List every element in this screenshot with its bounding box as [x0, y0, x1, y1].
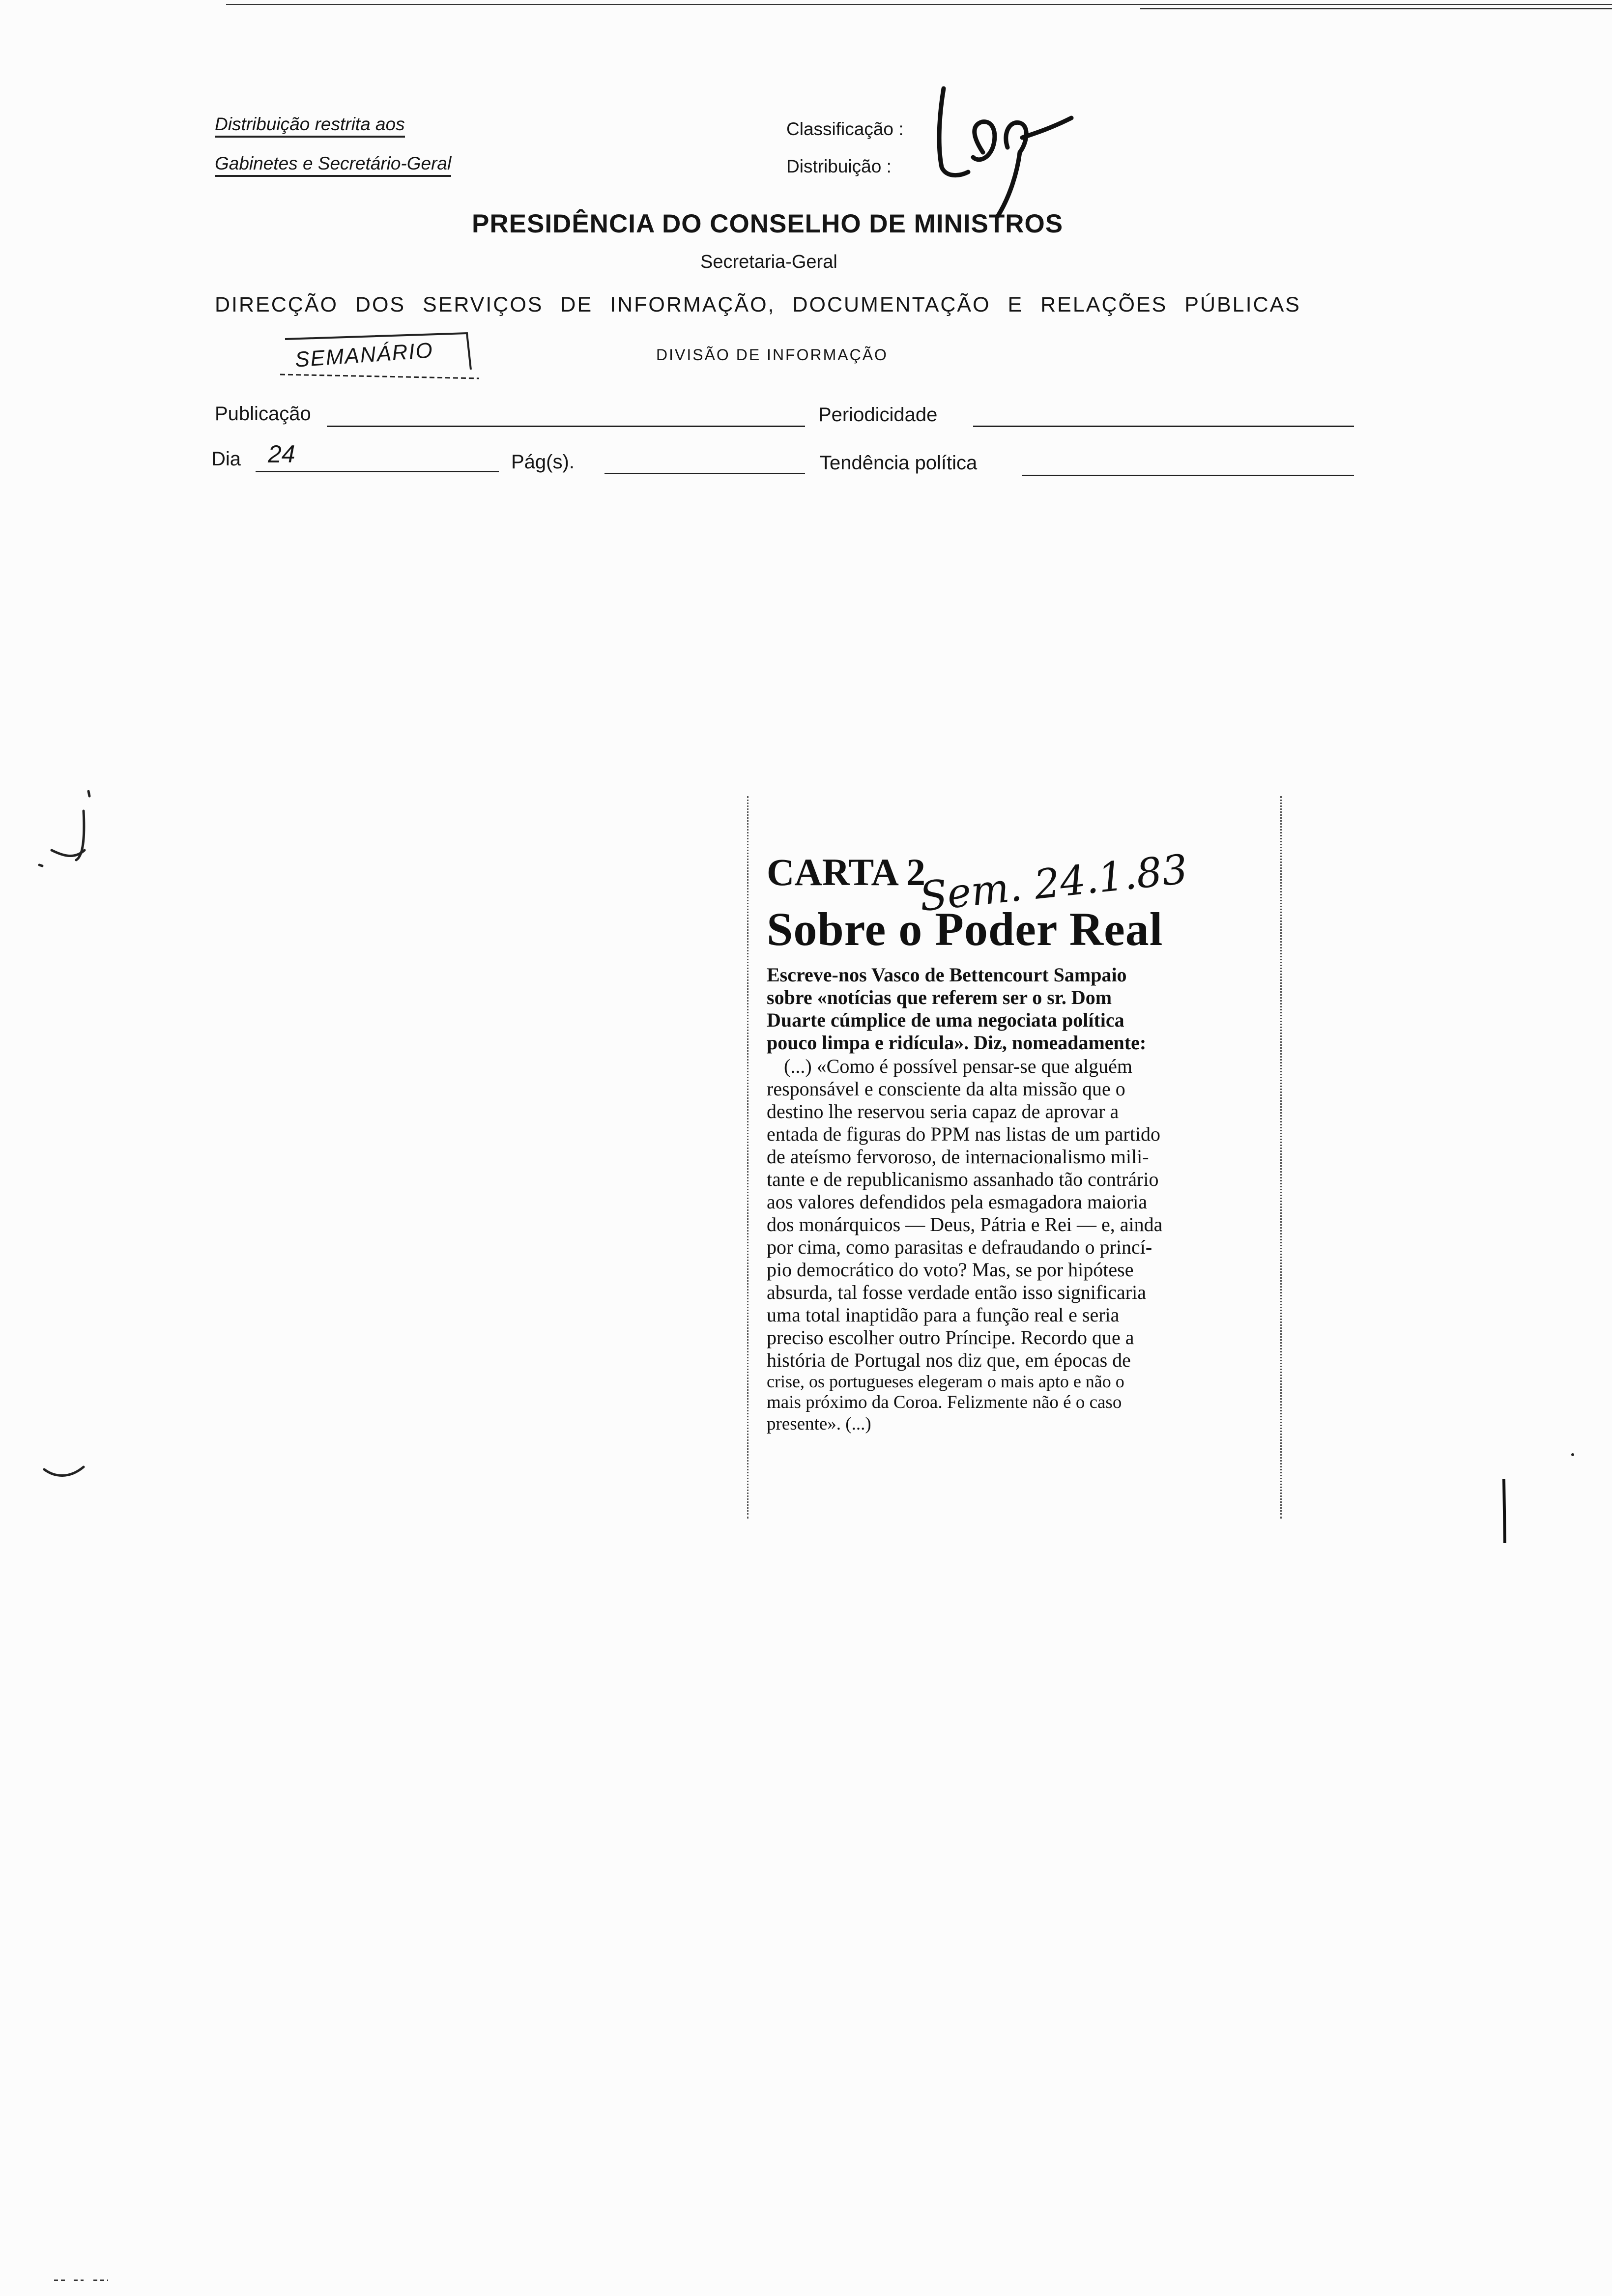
clipping-heading: CARTA 2: [767, 851, 926, 893]
body-line: entada de figuras do PPM nas listas de um partido: [767, 1123, 1160, 1145]
tendencia-label: Tendência política: [820, 452, 978, 474]
scan-edge-line-2: [1140, 8, 1612, 9]
dia-label: Dia: [211, 448, 241, 470]
newspaper-clipping: [747, 796, 1283, 1519]
intro-line: Duarte cúmplice de uma negociata política: [767, 1009, 1124, 1031]
periodicidade-line: [973, 426, 1354, 427]
clipping-left-edge: [747, 796, 748, 1519]
body-line: mais próximo da Coroa. Felizmente não é o caso: [767, 1392, 1122, 1412]
intro-line: Escreve-nos Vasco de Bettencourt Sampaio: [767, 964, 1127, 986]
body-line: de ateísmo fervoroso, de internacionalismo mili-: [767, 1146, 1149, 1168]
intro-line: sobre «notícias que referem ser o sr. Dom: [767, 986, 1112, 1008]
scan-bottom-mark: [54, 2275, 113, 2285]
pags-line: [604, 473, 805, 474]
letterhead-subtitle: Secretaria-Geral: [700, 252, 837, 272]
classificacao-label: Classificação :: [786, 119, 904, 139]
scan-margin-marks: [29, 781, 98, 1494]
body-line: absurda, tal fosse verdade então isso significaria: [767, 1281, 1146, 1303]
division-name: DIVISÃO DE INFORMAÇÃO: [656, 346, 888, 364]
body-line: crise, os portugueses elegeram o mais apto e não o: [767, 1372, 1124, 1391]
handwritten-date: Sem. 24.1.83: [917, 846, 1190, 921]
stamp-text: SEMANÁRIO: [294, 338, 434, 372]
handwritten-initials: [924, 79, 1081, 226]
publicacao-label: Publicação: [215, 403, 311, 425]
clipping-right-edge: [1280, 796, 1282, 1519]
publicacao-line: [327, 426, 805, 427]
scan-edge-line: [226, 4, 1612, 5]
letterhead-title: PRESIDÊNCIA DO CONSELHO DE MINISTROS: [472, 209, 1064, 238]
body-line: responsável e consciente da alta missão que o: [767, 1078, 1125, 1100]
body-line: por cima, como parasitas e defraudando o princí-: [767, 1236, 1152, 1258]
dia-line: [256, 471, 499, 472]
clipping-title: Sobre o Poder Real: [767, 903, 1163, 955]
distribuicao-label: Distribuição :: [786, 156, 892, 176]
distribution-note-line1: Distribuição restrita aos: [215, 114, 405, 138]
body-line: dos monárquicos — Deus, Pátria e Rei — e, ainda: [767, 1213, 1163, 1235]
body-line: história de Portugal nos diz que, em épocas de: [767, 1349, 1131, 1371]
periodicidade-label: Periodicidade: [818, 404, 938, 426]
tendencia-line: [1022, 475, 1354, 476]
scan-right-mark: [1499, 1469, 1519, 1553]
department-name: DIRECÇÃO DOS SERVIÇOS DE INFORMAÇÃO, DOCUMENTAÇÃO E RELAÇÕES PÚBLICAS: [215, 293, 1301, 316]
body-line: tante e de republicanismo assanhado tão contrário: [767, 1168, 1159, 1190]
body-line: preciso escolher outro Príncipe. Recordo que a: [767, 1326, 1134, 1349]
body-line: destino lhe reservou seria capaz de aprovar a: [767, 1100, 1119, 1122]
pags-label: Pág(s).: [511, 451, 575, 473]
publication-stamp: [275, 329, 482, 383]
body-line: aos valores defendidos pela esmagadora maioria: [767, 1191, 1148, 1213]
body-line: pio democrático do voto? Mas, se por hipótese: [767, 1259, 1134, 1281]
dia-value: 24: [268, 440, 295, 468]
body-line: uma total inaptidão para a função real e seria: [767, 1304, 1120, 1326]
distribution-note-line2: Gabinetes e Secretário-Geral: [215, 153, 451, 177]
body-line: (...) «Como é possível pensar-se que alguém: [784, 1055, 1133, 1077]
body-line: presente». (...): [767, 1414, 871, 1434]
intro-line: pouco limpa e ridícula». Diz, nomeadamente:: [767, 1032, 1147, 1054]
